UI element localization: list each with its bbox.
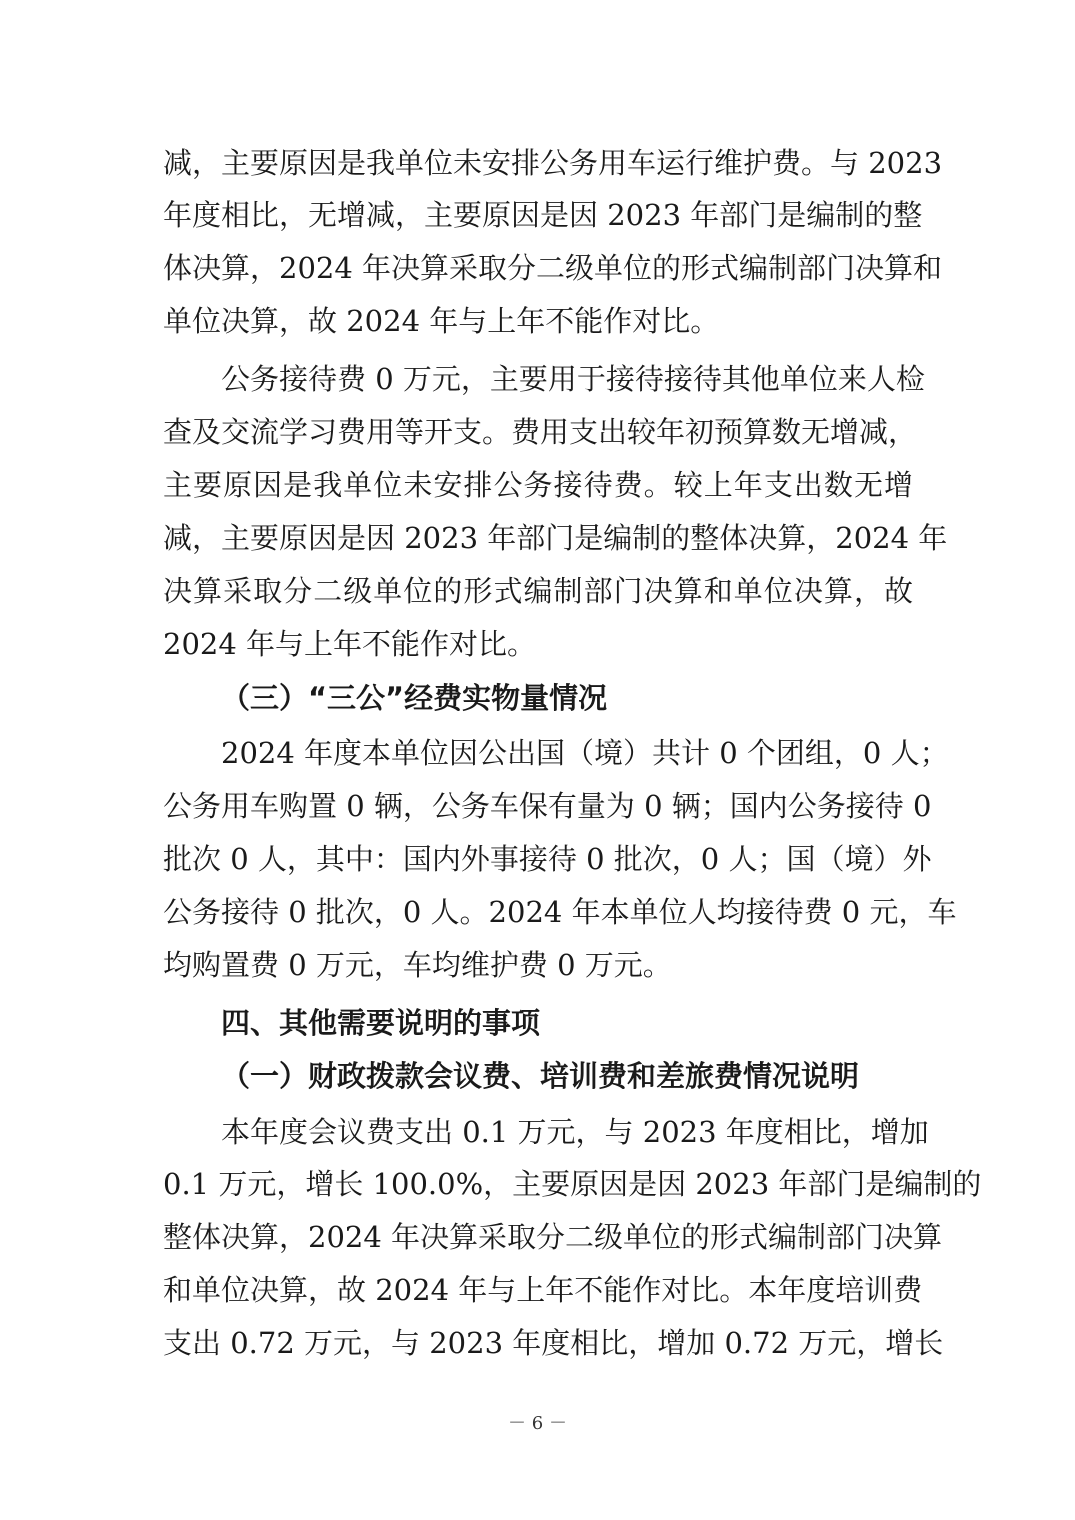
paragraph-line: 公务接待 0 批次，0 人。2024 年本单位人均接待费 0 元，车 [163, 895, 957, 929]
paragraph-line: 批次 0 人，其中：国内外事接待 0 批次，0 人；国（境）外 [163, 842, 932, 876]
paragraph-line: 单位决算，故 2024 年与上年不能作对比。 [163, 304, 720, 338]
paragraph-line: 2024 年度本单位因公出国（境）共计 0 个团组，0 人； [221, 736, 949, 770]
paragraph-line: 公务接待费 0 万元，主要用于接待接待其他单位来人检 [221, 362, 925, 396]
page-number: － 6 － [508, 1413, 567, 1434]
paragraph-line: 决算采取分二级单位的形式编制部门决算和单位决算，故 [163, 574, 913, 608]
paragraph-line: 体决算，2024 年决算采取分二级单位的形式编制部门决算和 [163, 251, 943, 285]
paragraph-line: 和单位决算，故 2024 年与上年不能作对比。本年度培训费 [163, 1273, 923, 1307]
paragraph-line: 2024 年与上年不能作对比。 [163, 627, 537, 661]
paragraph-line: 支出 0.72 万元，与 2023 年度相比，增加 0.72 万元，增长 [163, 1326, 944, 1360]
paragraph-line: 本年度会议费支出 0.1 万元，与 2023 年度相比，增加 [221, 1115, 929, 1149]
paragraph-line: 主要原因是我单位未安排公务接待费。较上年支出数无增 [163, 468, 913, 502]
chapter-heading: 四、其他需要说明的事项 [221, 1006, 541, 1040]
paragraph-line: 公务用车购置 0 辆，公务车保有量为 0 辆；国内公务接待 0 [163, 789, 932, 823]
paragraph-line: 整体决算，2024 年决算采取分二级单位的形式编制部门决算 [163, 1220, 943, 1254]
section-heading: （一）财政拨款会议费、培训费和差旅费情况说明 [221, 1059, 860, 1093]
paragraph-line: 减，主要原因是我单位未安排公务用车运行维护费。与 2023 [163, 146, 943, 180]
paragraph-line: 年度相比，无增减，主要原因是因 2023 年部门是编制的整 [163, 198, 923, 232]
paragraph-line: 0.1 万元，增长 100.0%，主要原因是因 2023 年部门是编制的 [163, 1167, 982, 1201]
paragraph-line: 均购置费 0 万元，车均维护费 0 万元。 [163, 948, 672, 982]
paragraph-line: 查及交流学习费用等开支。费用支出较年初预算数无增减， [163, 415, 918, 449]
paragraph-line: 减，主要原因是因 2023 年部门是编制的整体决算，2024 年 [163, 521, 948, 555]
section-heading: （三）“三公”经费实物量情况 [221, 681, 608, 715]
